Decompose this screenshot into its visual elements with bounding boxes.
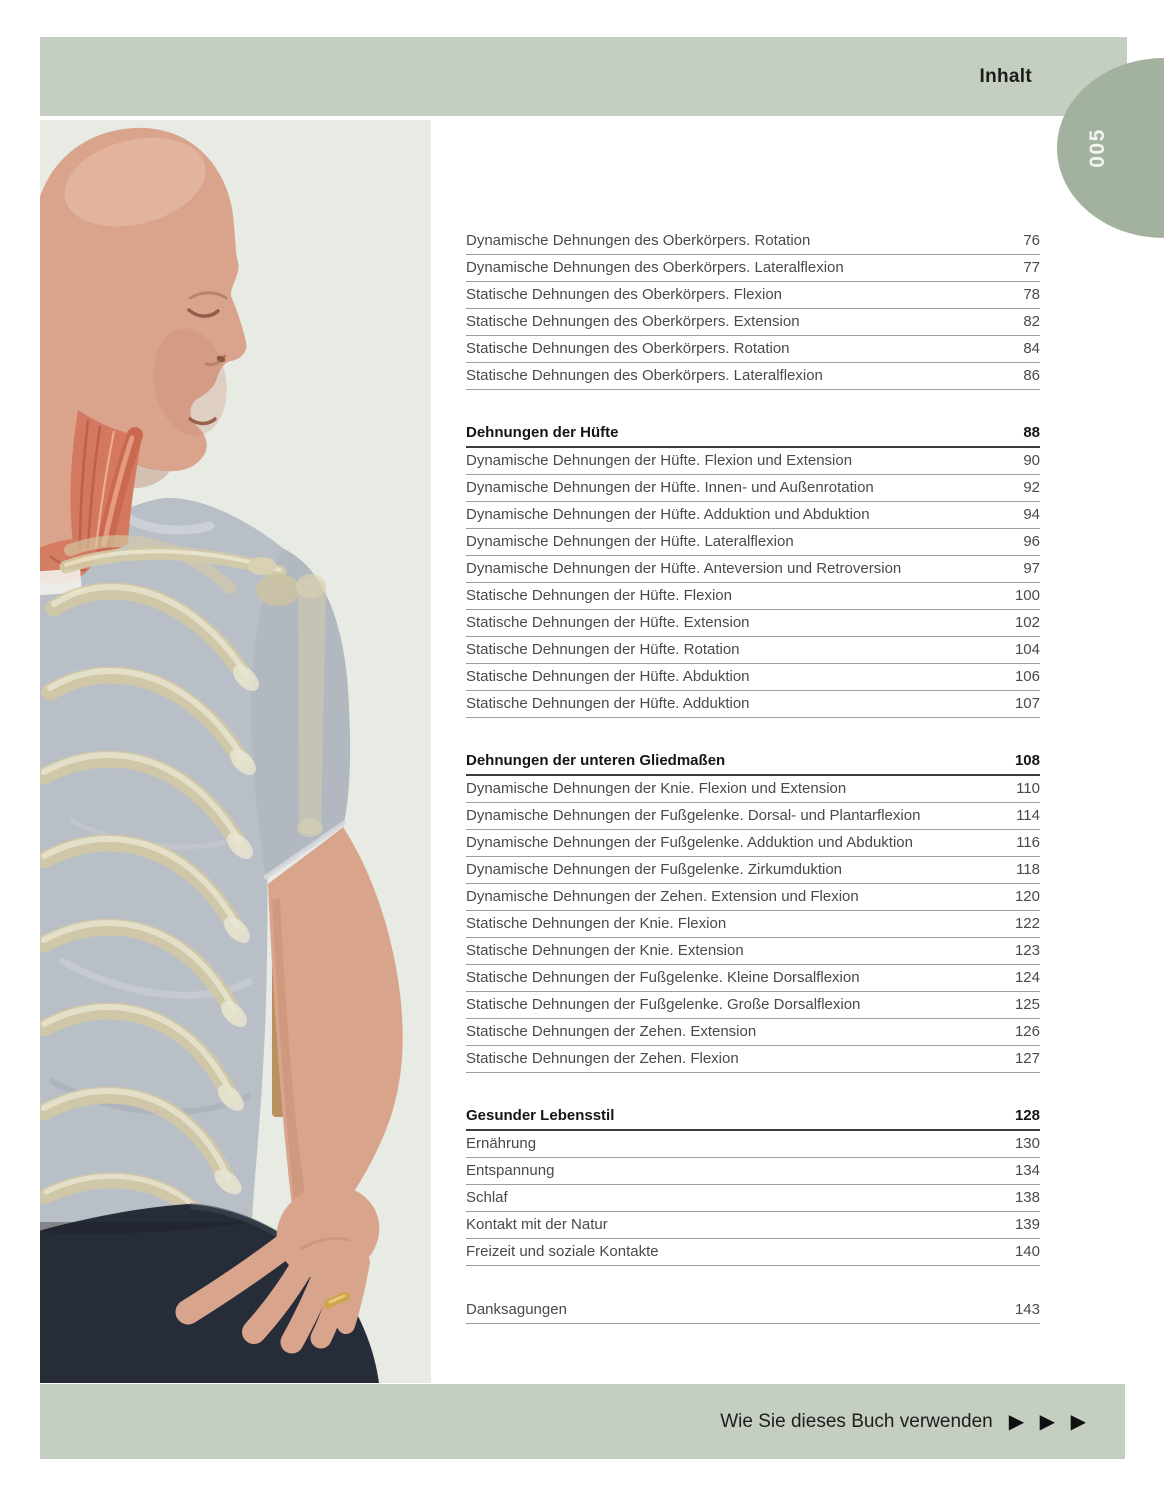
toc-section-heading bbox=[466, 1104, 1040, 1131]
toc-heading-label: Dehnungen der unteren Gliedmaßen bbox=[466, 752, 726, 769]
toc-entry-label: Statische Dehnungen des Oberkörpers. Rotation bbox=[466, 340, 790, 357]
toc-group bbox=[466, 1297, 1040, 1324]
toc-entry-label: Dynamische Dehnungen des Oberkörpers. Rotation bbox=[466, 232, 811, 249]
toc-row bbox=[466, 938, 1040, 965]
toc-entry-label: Statische Dehnungen der Hüfte. Flexion bbox=[466, 587, 732, 604]
toc-row bbox=[466, 965, 1040, 992]
toc-row bbox=[466, 1158, 1040, 1185]
toc-entry-label: Dynamische Dehnungen der Knie. Flexion und Extension bbox=[466, 780, 847, 797]
toc-entry-page: 97 bbox=[1023, 560, 1040, 577]
page-number: 005 bbox=[1085, 128, 1109, 168]
toc-entry-page: 90 bbox=[1023, 452, 1040, 469]
toc-entry-page: 106 bbox=[1014, 668, 1040, 685]
toc-heading-page: 88 bbox=[1023, 424, 1040, 441]
toc-entry-page: 114 bbox=[1016, 807, 1040, 824]
toc-heading-page: 128 bbox=[1014, 1107, 1040, 1124]
toc-row bbox=[466, 529, 1040, 556]
toc-entry-label: Statische Dehnungen des Oberkörpers. Flexion bbox=[466, 286, 783, 303]
toc-entry-label: Dynamische Dehnungen der Hüfte. Anteversion und Retroversion bbox=[466, 560, 902, 577]
toc-entry-label: Entspannung bbox=[466, 1162, 555, 1179]
scapula-bone bbox=[256, 574, 300, 606]
toc-row bbox=[466, 776, 1040, 803]
toc-entry-page: 140 bbox=[1014, 1243, 1040, 1260]
toc-entry-label: Danksagungen bbox=[466, 1301, 567, 1318]
toc-entry-page: 100 bbox=[1014, 587, 1040, 604]
toc-row bbox=[466, 363, 1040, 390]
toc-entry-page: 92 bbox=[1023, 479, 1040, 496]
toc-entry-label: Statische Dehnungen der Knie. Extension bbox=[466, 942, 744, 959]
toc-entry-page: 116 bbox=[1016, 834, 1040, 851]
footer-bar bbox=[40, 1384, 1125, 1459]
toc-entry-label: Freizeit und soziale Kontakte bbox=[466, 1243, 659, 1260]
toc-row bbox=[466, 884, 1040, 911]
toc-row bbox=[466, 911, 1040, 938]
toc-entry-page: 130 bbox=[1014, 1135, 1040, 1152]
photo-illustration bbox=[40, 120, 431, 1383]
toc-section-heading bbox=[466, 421, 1040, 448]
toc-row bbox=[466, 1185, 1040, 1212]
toc-entry-label: Ernährung bbox=[466, 1135, 537, 1152]
toc-row bbox=[466, 475, 1040, 502]
toc-row bbox=[466, 1212, 1040, 1239]
toc-heading-page: 108 bbox=[1014, 752, 1040, 769]
toc-row bbox=[466, 830, 1040, 857]
toc-row bbox=[466, 309, 1040, 336]
toc-entry-label: Dynamische Dehnungen der Fußgelenke. Dorsal- und Plantarflexion bbox=[466, 807, 921, 824]
toc-entry-page: 122 bbox=[1014, 915, 1040, 932]
toc-row bbox=[466, 1239, 1040, 1266]
toc-entry-page: 139 bbox=[1014, 1216, 1040, 1233]
toc-entry-page: 120 bbox=[1014, 888, 1040, 905]
toc-entry-label: Dynamische Dehnungen der Fußgelenke. Zirkumduktion bbox=[466, 861, 843, 878]
toc-entry-label: Kontakt mit der Natur bbox=[466, 1216, 608, 1233]
toc-row bbox=[466, 336, 1040, 363]
toc-entry-label: Dynamische Dehnungen der Hüfte. Adduktion und Abduktion bbox=[466, 506, 870, 523]
toc-entry-page: 127 bbox=[1014, 1050, 1040, 1067]
toc-row bbox=[466, 1046, 1040, 1073]
toc-row bbox=[466, 448, 1040, 475]
toc-row bbox=[466, 803, 1040, 830]
toc-row bbox=[466, 664, 1040, 691]
toc-entry-page: 86 bbox=[1023, 367, 1040, 384]
toc-row bbox=[466, 1019, 1040, 1046]
toc-entry-label: Statische Dehnungen der Knie. Flexion bbox=[466, 915, 727, 932]
toc-entry-label: Dynamische Dehnungen der Hüfte. Flexion und Extension bbox=[466, 452, 853, 469]
toc-entry-label: Dynamische Dehnungen des Oberkörpers. Lateralflexion bbox=[466, 259, 844, 276]
toc-entry-label: Statische Dehnungen der Fußgelenke. Große Dorsalflexion bbox=[466, 996, 861, 1013]
toc-row bbox=[466, 583, 1040, 610]
toc-row bbox=[466, 992, 1040, 1019]
toc-entry-page: 125 bbox=[1014, 996, 1040, 1013]
toc-entry-page: 94 bbox=[1023, 506, 1040, 523]
toc-entry-page: 77 bbox=[1023, 259, 1040, 276]
header-bar bbox=[40, 37, 1127, 116]
page-title: Inhalt bbox=[979, 65, 1032, 87]
toc-entry-label: Statische Dehnungen der Hüfte. Abduktion bbox=[466, 668, 750, 685]
toc-row bbox=[466, 1131, 1040, 1158]
toc-row bbox=[466, 282, 1040, 309]
toc-entry-page: 124 bbox=[1014, 969, 1040, 986]
toc-group bbox=[466, 749, 1040, 1073]
toc-entry-label: Dynamische Dehnungen der Hüfte. Innen- und Außenrotation bbox=[466, 479, 874, 496]
toc-entry-label: Dynamische Dehnungen der Zehen. Extension und Flexion bbox=[466, 888, 859, 905]
toc-entry-label: Statische Dehnungen der Zehen. Extension bbox=[466, 1023, 757, 1040]
toc-entry-label: Statische Dehnungen des Oberkörpers. Lateralflexion bbox=[466, 367, 823, 384]
toc-entry-label: Dynamische Dehnungen der Hüfte. Lateralflexion bbox=[466, 533, 794, 550]
toc-entry-page: 123 bbox=[1014, 942, 1040, 959]
footer-label: Wie Sie dieses Buch verwenden bbox=[720, 1410, 993, 1432]
toc-entry-page: 138 bbox=[1014, 1189, 1040, 1206]
toc-group bbox=[466, 1104, 1040, 1266]
toc-entry-page: 78 bbox=[1023, 286, 1040, 303]
toc-group bbox=[466, 421, 1040, 718]
toc-entry-page: 134 bbox=[1014, 1162, 1040, 1179]
toc-entry-page: 76 bbox=[1023, 232, 1040, 249]
toc-row bbox=[466, 637, 1040, 664]
toc-entry-label: Statische Dehnungen der Hüfte. Rotation bbox=[466, 641, 740, 658]
toc-entry-label: Dynamische Dehnungen der Fußgelenke. Adduktion und Abduktion bbox=[466, 834, 913, 851]
toc-heading-label: Dehnungen der Hüfte bbox=[466, 424, 619, 441]
toc-entry-page: 126 bbox=[1014, 1023, 1040, 1040]
toc-entry-page: 107 bbox=[1014, 695, 1040, 712]
toc-entry-page: 118 bbox=[1016, 861, 1040, 878]
toc-entry-label: Statische Dehnungen des Oberkörpers. Extension bbox=[466, 313, 800, 330]
toc-entry-page: 102 bbox=[1014, 614, 1040, 631]
toc-entry-page: 96 bbox=[1023, 533, 1040, 550]
toc-row bbox=[466, 610, 1040, 637]
toc-entry-label: Schlaf bbox=[466, 1189, 508, 1206]
toc-entry-page: 84 bbox=[1023, 340, 1040, 357]
toc-row bbox=[466, 857, 1040, 884]
toc-row bbox=[466, 1297, 1040, 1324]
toc-heading-label: Gesunder Lebensstil bbox=[466, 1107, 615, 1124]
toc-entry-label: Statische Dehnungen der Zehen. Flexion bbox=[466, 1050, 739, 1067]
table-of-contents bbox=[466, 228, 1040, 1324]
toc-entry-label: Statische Dehnungen der Fußgelenke. Kleine Dorsalflexion bbox=[466, 969, 860, 986]
toc-entry-page: 110 bbox=[1016, 780, 1040, 797]
toc-row bbox=[466, 556, 1040, 583]
toc-entry-page: 104 bbox=[1014, 641, 1040, 658]
toc-entry-page: 143 bbox=[1014, 1301, 1040, 1318]
toc-entry-label: Statische Dehnungen der Hüfte. Extension bbox=[466, 614, 750, 631]
toc-row bbox=[466, 255, 1040, 282]
toc-group bbox=[466, 228, 1040, 390]
toc-row bbox=[466, 502, 1040, 529]
toc-row bbox=[466, 691, 1040, 718]
toc-entry-page: 82 bbox=[1023, 313, 1040, 330]
toc-row bbox=[466, 228, 1040, 255]
toc-section-heading bbox=[466, 749, 1040, 776]
forward-arrows-icon: ▶ ▶ ▶ bbox=[1008, 1411, 1091, 1433]
toc-entry-label: Statische Dehnungen der Hüfte. Adduktion bbox=[466, 695, 750, 712]
